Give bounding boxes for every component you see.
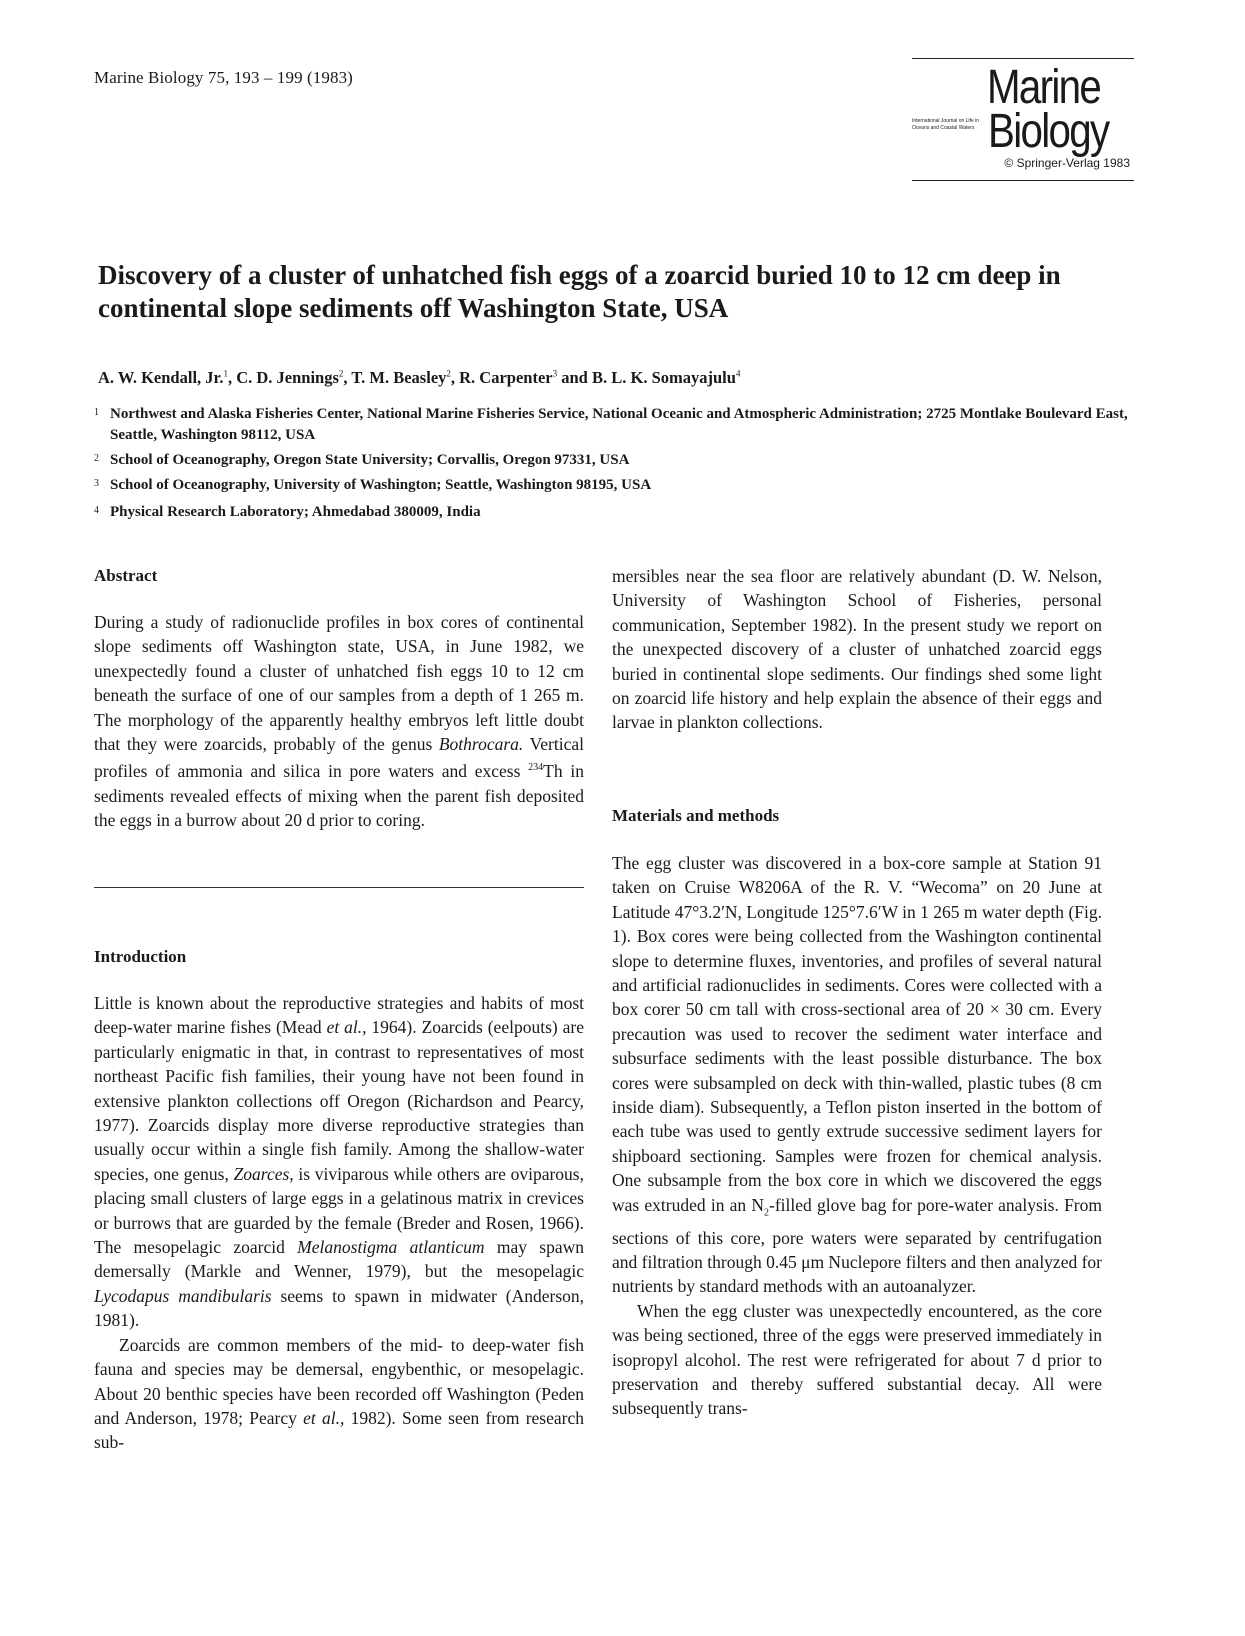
introduction-heading-wrap: [94, 945, 584, 969]
body-text: 1964). Zoarcids (eelpouts) are particularly enigmatic in that, in contrast to representatives of most northeast Pacific fish families, their young have not been found in extensive plankton collections off Oregon (Richardson and Pearcy, 1977). Zoarcids display more diverse reproductive strategies than usually occur within a single fish family. Among the shallow-water species, one genus,: [94, 1017, 585, 1184]
author-affil-mark: 2: [446, 368, 451, 379]
affiliation-text: Northwest and Alaska Fisheries Center, National Marine Fisheries Service, National Oceanic and Atmospheric Administration; 2725 Montlake Boulevard East, Seattle, Washington 98112, USA: [110, 406, 1128, 443]
genus-name: Zoarces,: [233, 1163, 294, 1184]
affiliation-text: School of Oceanography, Oregon State University; Corvallis, Oregon 97331, USA: [110, 452, 630, 468]
body-text: Zoarcids are common members of the mid- to deep-water fish fauna and species may be demersal, engybenthic, or mesopelagic. About 20 benthic species have been recorded off Washington (Peden and Anderson, 1978; Pearcy: [94, 1334, 584, 1428]
section-divider: [94, 887, 584, 888]
methods-paragraph: When the egg cluster was unexpectedly encountered, as the core was being sectioned, three of the eggs were preserved immediately in isopropyl alcohol. The rest were refrigerated for about 7 d prior to preservation and thereby suffered substantial decay. All were subsequently trans-: [612, 1300, 1102, 1419]
abstract-heading: Abstract: [94, 566, 158, 585]
affiliation-number: 2: [94, 453, 99, 464]
body-text: -filled glove bag for pore-water analysis. From sections of this core, pore waters were separated by centrifugation and filtration through 0.45 μm Nuclepore filters and then analyzed for nutrients by standard methods with an autoanalyzer.: [612, 1194, 1102, 1297]
body-text: The egg cluster was discovered in a box-core sample at Station 91 taken on Cruise W8206A of the R. V. “Wecoma” on 20 June at Latitude 47°3.2′N, Longitude 125°7.6′W in 1 265 m water depth (Fig. 1). Box cores were being collected from the Washington continental slope to determine fluxes, inventories, and profiles of several natural and artificial radionuclides in sediments. Cores were collected with a box corer 50 cm tall with cross-sectional area of 20 × 30 cm. Every precaution was used to recover the sediment water interface and subsurface sediments with the least possible disturbance. The box cores were subsampled on deck with thin-walled, plastic tubes (8 cm inside diam). Subsequently, a Teflon piston inserted in the bottom of each tube was used to gently extrude successive sediment layers for shipboard sectioning. Samples were frozen for chemical analysis. One subsample from the box core in which we discovered the eggs was extruded in an N: [612, 853, 1102, 1215]
affiliation: [94, 502, 1134, 523]
isotope-symbol: Th: [543, 761, 563, 782]
body-text: is viviparous while others are oviparous, placing small clusters of large eggs in a gelatinous matrix in crevices or burrows that are guarded by the female (Breder and Rosen, 1966). The mesopelagic zoarcid: [94, 1163, 584, 1258]
abstract-heading-wrap: [94, 564, 584, 588]
isotope-mass: 234: [528, 762, 544, 774]
author-separator: ,: [227, 368, 237, 387]
affiliation-number: 3: [94, 478, 99, 489]
logo-rule-bottom: [912, 180, 1134, 181]
introduction-paragraph-continued: mersibles near the sea floor are relatively abundant (D. W. Nelson, University of Washington School of Fisheries, personal communication, September 1982). In the present study we report on the unexpected discovery of a cluster of unhatched zoarcid eggs buried in continental slope sediments. Our findings shed some light on zoarcid life history and help explain the absence of their eggs and larvae in plankton collections.: [612, 566, 1102, 733]
chemical-subscript: 2: [764, 1207, 770, 1219]
author-affil-mark: 3: [552, 368, 558, 379]
author-separator: and: [557, 368, 592, 387]
author-name: T. M. Beasley: [351, 368, 447, 387]
author-separator: ,: [450, 368, 460, 387]
journal-citation: Marine Biology 75, 193 – 199 (1983): [94, 68, 353, 87]
species-name: Lycodapus mandibularis: [94, 1285, 272, 1306]
introduction-heading: Introduction: [94, 947, 187, 966]
methods-heading-wrap: [612, 804, 1102, 828]
body-text: Little is known about the reproductive strategies and habits of most deep-water marine fishes (Mead: [94, 993, 584, 1038]
affiliation: [94, 475, 1134, 496]
copyright-notice: © Springer-Verlag 1983: [1004, 156, 1130, 170]
citation-etal: et al.,: [326, 1017, 367, 1038]
logo-tagline: International Journal on Life in Oceans and Coastal Waters: [912, 118, 979, 131]
author-name: C. D. Jennings: [236, 368, 339, 387]
affiliation-text: School of Oceanography, University of Washington; Seattle, Washington 98195, USA: [110, 477, 652, 493]
methods-paragraph: [612, 851, 1102, 1299]
introduction-paragraph: [94, 1333, 584, 1455]
body-text: may spawn demersally (Markle and Wenner, 1979), but the mesopelagic: [94, 1237, 585, 1282]
author-list: [98, 368, 740, 388]
logo-rule-top: [912, 58, 1134, 59]
introduction-body: [94, 991, 584, 1455]
abstract-paragraph: [94, 610, 584, 832]
abstract-text: Vertical profiles of ammonia and silica in pore waters and excess: [94, 734, 584, 782]
species-name: Melanostigma atlanticum: [297, 1237, 485, 1258]
methods-body: [612, 851, 1102, 1421]
affiliation: [94, 450, 1134, 471]
affiliation: [94, 404, 1134, 446]
author-name: R. Carpenter: [459, 368, 553, 387]
logo-word-biology: Biology: [988, 105, 1109, 158]
paper-title: Discovery of a cluster of unhatched fish eggs of a zoarcid buried 10 to 12 cm deep in continental slope sediments off Washington State, USA: [98, 260, 1061, 323]
affiliation-text: Physical Research Laboratory; Ahmedabad 380009, India: [110, 504, 481, 520]
author-affil-mark: 2: [338, 368, 344, 379]
affiliation-number: 1: [94, 407, 99, 418]
introduction-paragraph: [94, 991, 584, 1333]
affiliation-number: 4: [94, 505, 99, 516]
body-text: 1982). Some seen from research sub-: [94, 1407, 585, 1453]
abstract-text: in sediments revealed effects of mixing when the parent fish deposited the eggs in a burrow about 20 d prior to coring.: [94, 761, 584, 831]
author-affil-mark: 4: [735, 368, 741, 379]
genus-name: Bothrocara.: [438, 734, 524, 755]
abstract-text: During a study of radionuclide profiles in box cores of continental slope sediments off Washington state, USA, in June 1982, we unexpectedly found a cluster of unhatched fish eggs 10 to 12 cm beneath the surface of one of our samples from a depth of 1 265 m. The morphology of the apparently healthy embryos left little doubt that they were zoarcids, probably of the genus: [94, 612, 584, 755]
right-column-continuation: [612, 564, 1102, 735]
methods-heading: Materials and methods: [612, 806, 780, 825]
author-affil-mark: 1: [223, 368, 228, 379]
author-name: A. W. Kendall, Jr.: [98, 368, 224, 387]
logo-word-marine: Marine: [987, 61, 1101, 114]
journal-logo: [912, 58, 1134, 184]
author-separator: ,: [343, 368, 352, 387]
citation-etal: et al.,: [303, 1407, 345, 1428]
author-name: B. L. K. Somayajulu: [591, 368, 736, 387]
abstract-body: [94, 610, 584, 832]
body-text: seems to spawn in midwater (Anderson, 1981).: [94, 1285, 584, 1331]
